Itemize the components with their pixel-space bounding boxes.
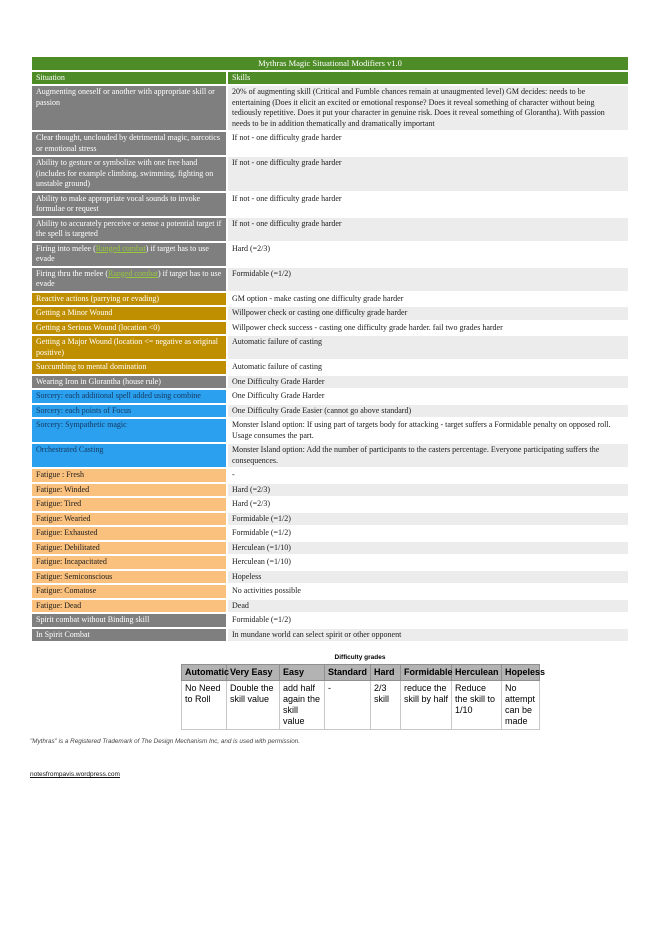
difficulty-grade-header: Easy (280, 665, 325, 681)
column-header-row (32, 72, 628, 85)
situation-cell: Ability to make appropriate vocal sounds to invoke formulae or request (32, 193, 226, 216)
situation-cell: In Spirit Combat (32, 629, 226, 642)
situation-cell: Getting a Minor Wound (32, 307, 226, 320)
difficulty-grade-cell: reduce the skill by half (401, 681, 452, 730)
difficulty-grade-header: Hopeless (502, 665, 540, 681)
skills-cell: One Difficulty Grade Harder (228, 390, 628, 403)
situation-cell: Augmenting oneself or another with appropriate skill or passion (32, 86, 226, 130)
table-row (32, 322, 628, 335)
table-row (32, 484, 628, 497)
table-row (32, 419, 628, 442)
skills-cell: Automatic failure of casting (228, 336, 628, 359)
situation-cell: Fatigue : Fresh (32, 469, 226, 482)
skills-cell: Hopeless (228, 571, 628, 584)
difficulty-grades-title: Difficulty grades (334, 654, 386, 661)
table-row (32, 132, 628, 155)
page-title: Mythras Magic Situational Modifiers v1.0 (32, 57, 628, 70)
skills-cell: If not - one difficulty grade harder (228, 193, 628, 216)
skills-cell: Herculean (=1/10) (228, 542, 628, 555)
skills-cell: In mundane world can select spirit or other opponent (228, 629, 628, 642)
table-row (32, 293, 628, 306)
situation-cell: Fatigue: Tired (32, 498, 226, 511)
skills-cell: Monster Island option: If using part of targets body for attacking - target suffers a Formidable penalty on opposed roll. Usage consumes the part. (228, 419, 628, 442)
skills-cell: Automatic failure of casting (228, 361, 628, 374)
situation-cell: Sorcery: each additional spell added using combine (32, 390, 226, 403)
skills-cell: Formidable (=1/2) (228, 527, 628, 540)
table-row (32, 542, 628, 555)
skills-cell: No activities possible (228, 585, 628, 598)
skills-cell: Formidable (=1/2) (228, 513, 628, 526)
situation-cell: Fatigue: Dead (32, 600, 226, 613)
ranged-combat-link[interactable]: Ranged combat (95, 243, 146, 253)
difficulty-grade-cell: Double the skill value (227, 681, 280, 730)
skills-cell: Willpower check success - casting one difficulty grade harder. fail two grades harder (228, 322, 628, 335)
situation-cell: Succumbing to mental domination (32, 361, 226, 374)
difficulty-header-row (182, 665, 540, 681)
situation-cell: Getting a Major Wound (location <= negative as original positive) (32, 336, 226, 359)
situation-text: ) if target has to use evade (36, 243, 209, 263)
skills-cell: 20% of augmenting skill (Critical and Fumble chances remain at unaugmented level) GM decides: needs to be entertaining (Does it elicit an excited or emotional response? Does it reveal something of character without being tediously repetitive. Does it put your character in genuine risk. Does it reveal something of Glorantha). With passion needs to be in addition thematically and dramatically important (228, 86, 628, 130)
situation-cell: Getting a Serious Wound (location <0) (32, 322, 226, 335)
difficulty-grade-cell: add half again the skill value (280, 681, 325, 730)
situation-cell: Clear thought, unclouded by detrimental magic, narcotics or emotional stress (32, 132, 226, 155)
difficulty-grade-header: Formidable (401, 665, 452, 681)
table-row (32, 361, 628, 374)
situation-cell: Spirit combat without Binding skill (32, 614, 226, 627)
column-header-situation: Situation (32, 72, 226, 85)
skills-cell: If not - one difficulty grade harder (228, 157, 628, 191)
table-row (32, 336, 628, 359)
difficulty-grade-header: Standard (325, 665, 371, 681)
table-row (32, 527, 628, 540)
skills-cell: Monster Island option: Add the number of participants to the casters percentage. Everyone participating suffers the consequences. (228, 444, 628, 467)
skills-cell: Hard (=2/3) (228, 484, 628, 497)
table-row (32, 405, 628, 418)
situation-cell: Ability to gesture or symbolize with one free hand (includes for example climbing, swimming, fighting on unstable ground) (32, 157, 226, 191)
skills-cell: If not - one difficulty grade harder (228, 132, 628, 155)
modifiers-table (30, 55, 630, 643)
skills-cell: Willpower check or casting one difficulty grade harder (228, 307, 628, 320)
situation-text: ) if target has to use evade (36, 268, 222, 288)
table-row (32, 556, 628, 569)
table-row (32, 307, 628, 320)
ranged-combat-link[interactable]: Ranged combat (107, 268, 158, 278)
skills-cell: If not - one difficulty grade harder (228, 218, 628, 241)
table-row (32, 600, 628, 613)
situation-cell (32, 268, 226, 291)
situation-cell: Fatigue: Winded (32, 484, 226, 497)
table-row (32, 513, 628, 526)
situation-cell: Reactive actions (parrying or evading) (32, 293, 226, 306)
situation-cell: Sorcery: Sympathetic magic (32, 419, 226, 442)
skills-cell: - (228, 469, 628, 482)
situation-cell: Orchestrated Casting (32, 444, 226, 467)
table-row (32, 243, 628, 266)
situation-cell: Fatigue: Exhausted (32, 527, 226, 540)
blog-link[interactable]: notesfrompavis.wordpress.com (30, 771, 120, 778)
table-row (32, 86, 628, 130)
table-row (32, 218, 628, 241)
situation-cell: Fatigue: Semiconscious (32, 571, 226, 584)
difficulty-value-row (182, 681, 540, 730)
table-row (32, 193, 628, 216)
content-area (30, 55, 630, 781)
situation-text: Firing into melee ( (36, 243, 96, 253)
situation-cell: Fatigue: Comatose (32, 585, 226, 598)
situation-cell: Ability to accurately perceive or sense a potential target if the spell is targeted (32, 218, 226, 241)
table-row (32, 498, 628, 511)
table-row (32, 157, 628, 191)
table-row (32, 585, 628, 598)
situation-cell: Sorcery: each points of Focus (32, 405, 226, 418)
difficulty-grade-header: Herculean (452, 665, 502, 681)
skills-cell: One Difficulty Grade Harder (228, 376, 628, 389)
table-row (32, 571, 628, 584)
skills-cell: GM option - make casting one difficulty grade harder (228, 293, 628, 306)
table-row (32, 629, 628, 642)
skills-cell: Hard (=2/3) (228, 243, 628, 266)
difficulty-grade-cell: No Need to Roll (182, 681, 227, 730)
difficulty-grade-cell: - (325, 681, 371, 730)
title-row (32, 57, 628, 70)
table-row (32, 376, 628, 389)
difficulty-grades-table (181, 664, 546, 730)
difficulty-grade-cell: Reduce the skill to 1/10 (452, 681, 502, 730)
modifiers-table-body (32, 86, 628, 641)
skills-cell: Herculean (=1/10) (228, 556, 628, 569)
situation-cell: Fatigue: Debilitated (32, 542, 226, 555)
situation-cell: Fatigue: Incapacitated (32, 556, 226, 569)
difficulty-grade-cell: 2/3 skill (371, 681, 401, 730)
trademark-footnote: "Mythras" is a Registered Trademark of The Design Mechanism Inc, and is used with permission. (30, 738, 300, 745)
situation-cell: Fatigue: Wearied (32, 513, 226, 526)
difficulty-grades-section (181, 654, 546, 730)
skills-cell: Dead (228, 600, 628, 613)
table-row (32, 614, 628, 627)
skills-cell: Formidable (=1/2) (228, 614, 628, 627)
skills-cell: One Difficulty Grade Easier (cannot go above standard) (228, 405, 628, 418)
column-header-skills: Skills (228, 72, 628, 85)
table-row (32, 444, 628, 467)
difficulty-grade-header: Hard (371, 665, 401, 681)
difficulty-grade-header: Automatic (182, 665, 227, 681)
situation-cell: Wearing Iron in Glorantha (house rule) (32, 376, 226, 389)
difficulty-grade-header: Very Easy (227, 665, 280, 681)
skills-cell: Hard (=2/3) (228, 498, 628, 511)
situation-text: Firing thru the melee ( (36, 268, 108, 278)
table-row (32, 268, 628, 291)
difficulty-grade-cell: No attempt can be made (502, 681, 540, 730)
situation-cell (32, 243, 226, 266)
skills-cell: Formidable (=1/2) (228, 268, 628, 291)
table-row (32, 469, 628, 482)
table-row (32, 390, 628, 403)
